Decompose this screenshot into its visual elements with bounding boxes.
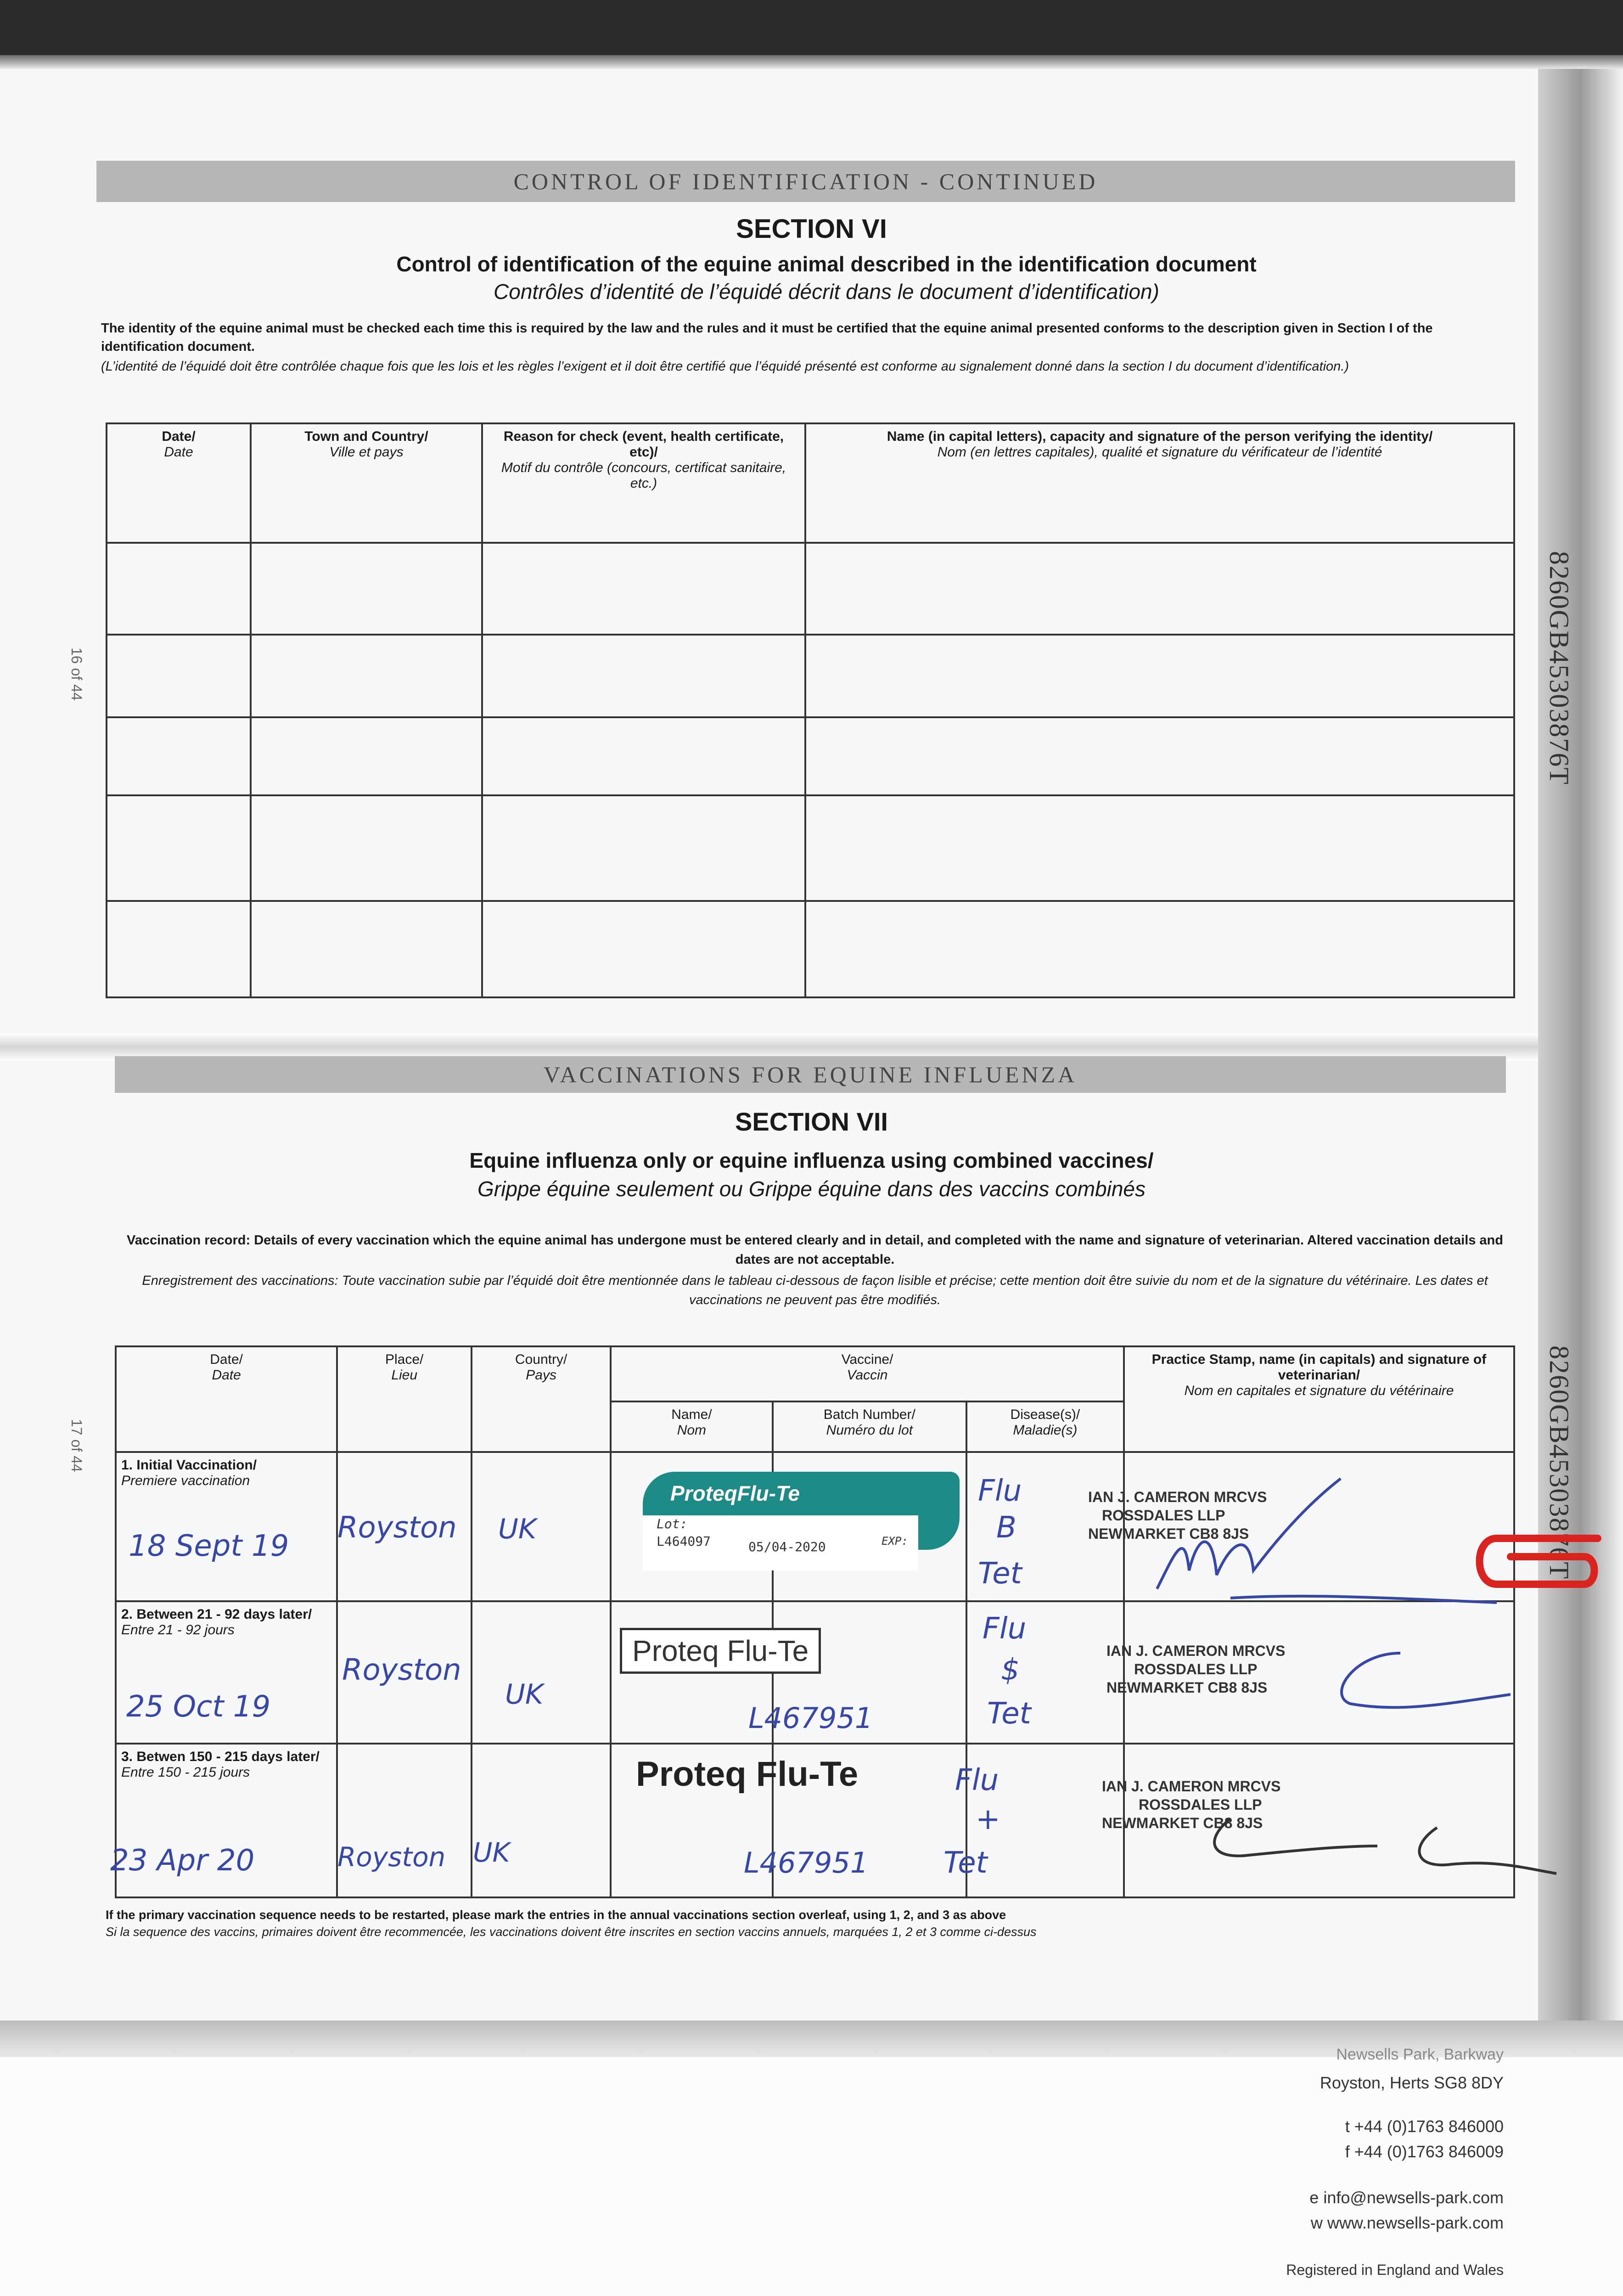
sticker-brand: ProteqFlu-Te	[670, 1481, 800, 1505]
row3-place: Royston	[337, 1841, 446, 1873]
col-town-header: Town and Country/ Ville et pays	[251, 423, 482, 543]
vac-col-vaccine: Vaccine/ Vaccin	[611, 1346, 1124, 1401]
footer-fax: f +44 (0)1763 846009	[1345, 2142, 1504, 2161]
document-id-upper: 8260GB45303876T	[1544, 551, 1574, 785]
col-verifier-header: Name (in capital letters), capacity and signature of the person verifying the identity/ Nom (en lettres capitales), qualité et signature du vérificateur de l’identité	[805, 423, 1514, 543]
table-row	[107, 543, 1514, 635]
section6-title: SECTION VI	[736, 214, 887, 244]
row1-place: Royston	[337, 1511, 457, 1545]
section7-record-fr: Enregistrement des vaccinations: Toute vaccination subie par l’équidé doit être mentionnée dans le tableau ci-dessous de façon lisible et précise; cette mention doit être suivie du nom et de la signature du vétérinaire. Les dates et vaccinations ne peuvent pas être modifiés.	[142, 1273, 1488, 1307]
vac-col-name: Name/ Nom	[611, 1401, 773, 1452]
row1-disease-1: Flu	[978, 1474, 1022, 1508]
identity-check-table	[106, 422, 1515, 998]
section7-title-fr: Grippe équine seulement ou Grippe équine dans des vaccins combinés	[477, 1177, 1146, 1201]
row1-disease-3: Tet	[978, 1557, 1022, 1591]
section6-instructions-fr: (L’identité de l’équidé doit être contrôlée chaque fois que les lois et les règles l’exigent et il doit être certifié que l’équidé présenté est conforme au signalement donné dans la section I du document d’identification.)	[101, 359, 1349, 374]
vac-col-batch: Batch Number/ Numéro du lot	[773, 1401, 966, 1452]
row2-date: 25 Oct 19	[126, 1690, 271, 1724]
row1-vet-stamp: IAN J. CAMERON MRCVS ROSSDALES LLP NEWMARKET CB8 8JS	[1088, 1489, 1267, 1542]
row3-batch: L467951	[744, 1846, 869, 1880]
sticker-exp: 05/04-2020	[748, 1539, 826, 1554]
section6-title-fr: Contrôles d’identité de l’équidé décrit dans le document d’identification)	[494, 280, 1159, 304]
col-reason-header: Reason for check (event, health certificate, etc)/ Motif du contrôle (concours, certificat sanitaire, etc.)	[482, 423, 805, 543]
footer-phone: t +44 (0)1763 846000	[1345, 2117, 1504, 2136]
row1-date: 18 Sept 19	[129, 1529, 289, 1563]
table-row	[107, 635, 1514, 717]
page-number-16: 16 of 44	[68, 647, 85, 701]
vac-col-country: Country/ Pays	[472, 1346, 611, 1452]
row2-disease-3: Tet	[987, 1697, 1031, 1731]
row3-vaccine-stamp: Proteq Flu-Te	[636, 1755, 859, 1794]
section6-instructions-en: The identity of the equine animal must be checked each time this is required by the law and the rules and it must be certified that the equine animal presented conforms to the description given in Section I of the identification document.	[101, 321, 1433, 354]
scanner-top-edge	[0, 0, 1623, 55]
section7-footnote-en: If the primary vaccination sequence needs to be restarted, please mark the entries in the annual vaccinations section overleaf, using 1, 2, and 3 as above	[106, 1908, 1006, 1922]
table-row	[107, 901, 1514, 997]
table-row	[107, 795, 1514, 901]
footer-address-1: Newsells Park, Barkway	[1336, 2046, 1504, 2063]
section6-title-en: Control of identification of the equine animal described in the identification document	[396, 252, 1257, 276]
footer-registered: Registered in England and Wales	[1286, 2262, 1504, 2278]
row3-label: 3. Betwen 150 - 215 days later/ Entre 150 - 215 jours	[116, 1744, 337, 1897]
vac-col-place: Place/ Lieu	[337, 1346, 472, 1452]
row2-place: Royston	[342, 1653, 461, 1687]
scanner-top-shadow	[0, 55, 1623, 69]
section7-title: SECTION VII	[735, 1107, 888, 1136]
sticker-lot: L464097	[657, 1534, 711, 1549]
footer-email: e info@newsells-park.com	[1309, 2188, 1504, 2207]
vac-col-stamp: Practice Stamp, name (in capitals) and signature of veterinarian/ Nom en capitales et signature du vétérinaire	[1124, 1346, 1514, 1452]
page-number-17: 17 of 44	[68, 1419, 85, 1472]
row1-label: 1. Initial Vaccination/ Premiere vaccination	[116, 1452, 337, 1601]
row3-date: 23 Apr 20	[110, 1844, 255, 1878]
row2-disease-1: Flu	[983, 1612, 1027, 1646]
col-date-header: Date/ Date	[107, 423, 251, 543]
row3-signature	[1194, 1791, 1561, 1896]
vac-col-disease: Disease(s)/ Maladie(s)	[966, 1401, 1124, 1452]
row2-signature	[1309, 1635, 1520, 1727]
row2-vaccine-stamp: Proteq Flu-Te	[620, 1628, 821, 1674]
table-row	[107, 717, 1514, 795]
row2-disease-2: $	[1001, 1653, 1020, 1687]
row3-vet-stamp: IAN J. CAMERON MRCVS ROSSDALES LLP NEWMARKET CB8 8JS	[1102, 1778, 1281, 1831]
footer-address-2: Royston, Herts SG8 8DY	[1320, 2073, 1504, 2092]
row3-disease-3: Tet	[943, 1846, 988, 1880]
letterhead-footer	[0, 2057, 1623, 2296]
sticker-exp-label: EXP:	[882, 1535, 908, 1548]
document-id-lower: 8260GB45303876T	[1544, 1345, 1574, 1580]
vac-col-date: Date/ Date	[116, 1346, 337, 1452]
section7-title-en: Equine influenza only or equine influenza using combined vaccines/	[469, 1148, 1154, 1172]
row1-disease-2: B	[996, 1511, 1016, 1545]
section6-band: CONTROL OF IDENTIFICATION - CONTINUED	[96, 161, 1515, 202]
row2-country: UK	[505, 1678, 544, 1711]
sticker-lot-label: Lot:	[657, 1516, 688, 1531]
row2-batch: L467951	[748, 1701, 873, 1735]
footer-website: w www.newsells-park.com	[1310, 2213, 1504, 2232]
row1-country: UK	[498, 1513, 537, 1545]
row3-disease-1: Flu	[955, 1763, 999, 1797]
section7-record-en: Vaccination record: Details of every vaccination which the equine animal has undergone must be entered clearly and in detail, and completed with the name and signature of veterinarian. Altered vaccination details and dates are not acceptable.	[127, 1233, 1503, 1267]
page-right-shadow	[1538, 69, 1623, 2020]
paper-clip	[1465, 1529, 1602, 1603]
row3-country: UK	[473, 1837, 510, 1868]
row2-vet-stamp: IAN J. CAMERON MRCVS ROSSDALES LLP NEWMARKET CB8 8JS	[1106, 1643, 1286, 1696]
section7-band: VACCINATIONS FOR EQUINE INFLUENZA	[115, 1056, 1506, 1093]
section7-footnote-fr: Si la sequence des vaccins, primaires doivent être recommencée, les vaccinations doivent être inscrites en section vaccins annuels, marquées 1, 2 et 3 comme ci-dessus	[106, 1925, 1037, 1939]
sticker-info-strip	[643, 1515, 918, 1570]
row3-disease-2: +	[976, 1802, 1000, 1836]
row2-label: 2. Between 21 - 92 days later/ Entre 21 - 92 jours	[116, 1601, 337, 1744]
